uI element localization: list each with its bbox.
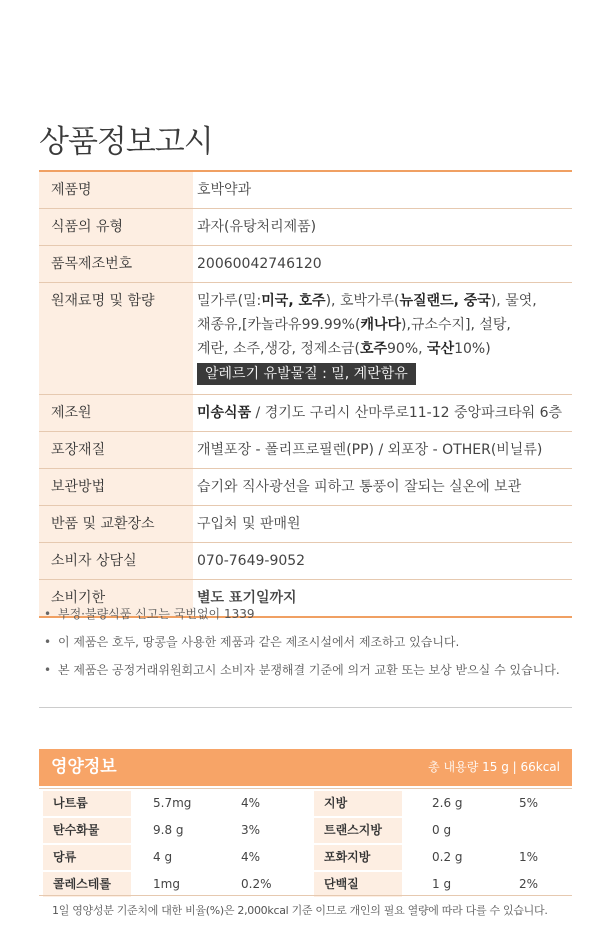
ingredient-origin: 국산 [427, 341, 455, 357]
row-label: 품목제조번호 [39, 246, 193, 283]
manufacturer-name: 미송식품 [197, 405, 252, 421]
product-info-table [39, 172, 572, 618]
nutrient-amount: 1 g [432, 877, 452, 891]
nutrient-name: 지방 [314, 791, 402, 816]
nutrient-row [43, 791, 301, 816]
row-value: 개별포장 - 폴리프로필렌(PP) / 외포장 - OTHER(비닐류) [193, 432, 572, 469]
ingredients-line [197, 337, 572, 361]
list-item: • 본 제품은 공정거래위원회고시 소비자 분쟁해결 기준에 의거 교환 또는 보상 받으실 수 있습니다. [44, 661, 574, 679]
list-item: • 부정·불량식품 신고는 국번없이 1339 [44, 605, 574, 623]
nutrient-row [43, 845, 301, 870]
notes-divider [39, 707, 572, 708]
nutrient-name: 단백질 [314, 872, 402, 897]
table-row [39, 469, 572, 506]
nutrient-amount: 1mg [153, 877, 180, 891]
nutrient-amount: 9.8 g [153, 823, 184, 837]
ingredients-value [193, 283, 572, 395]
nutrient-name: 포화지방 [314, 845, 402, 870]
nutrient-percent: 2% [519, 877, 539, 891]
allergy-badge: 알레르기 유발물질 : 밀, 계란함유 [197, 363, 416, 385]
nutrient-row [43, 818, 301, 843]
nutrient-percent: 4% [241, 850, 261, 864]
row-label: 식품의 유형 [39, 209, 193, 246]
table-row [39, 209, 572, 246]
table-row [39, 432, 572, 469]
nutrient-amount: 5.7mg [153, 796, 192, 810]
row-label: 포장재질 [39, 432, 193, 469]
ingredient-text: ), 물엿, [490, 293, 537, 309]
row-value: 과자(유탕처리제품) [193, 209, 572, 246]
nutrition-header [39, 749, 572, 786]
ingredient-text: ),규소수지], 설탕, [401, 317, 511, 333]
nutrition-divider [39, 895, 572, 896]
row-value: 호박약과 [193, 172, 572, 209]
row-value: 별도 표기일까지 [193, 580, 572, 618]
nutrient-percent: 4% [241, 796, 261, 810]
row-label: 원재료명 및 함량 [39, 283, 193, 395]
ingredient-origin: 캐나다 [360, 317, 402, 333]
table-row [39, 506, 572, 543]
ingredients-line [197, 313, 572, 337]
manufacturer-value [193, 395, 572, 432]
row-label: 제품명 [39, 172, 193, 209]
table-row [39, 172, 572, 209]
nutrient-name: 콜레스테롤 [43, 872, 131, 897]
page-title: 상품정보고시 [39, 124, 213, 160]
ingredient-origin: 뉴질랜드, 중국 [399, 293, 491, 309]
manufacturer-address: / 경기도 구리시 산마루로11-12 중앙파크타워 6층 [251, 405, 563, 421]
nutrient-name: 트랜스지방 [314, 818, 402, 843]
nutrient-row [43, 872, 301, 897]
ingredient-text: 계란, 소주,생강, 정제소금( [197, 341, 360, 357]
nutrient-amount: 2.6 g [432, 796, 463, 810]
ingredient-origin: 미국, 호주 [261, 293, 326, 309]
nutrition-divider [39, 788, 572, 789]
row-label: 제조원 [39, 395, 193, 432]
table-row [39, 395, 572, 432]
ingredient-text: 10%) [454, 341, 491, 357]
table-row [39, 283, 572, 395]
nutrition-title: 영양정보 [51, 757, 117, 777]
nutrition-column-right [314, 791, 572, 899]
ingredient-text: 밀가루(밀: [197, 293, 262, 309]
row-label: 보관방법 [39, 469, 193, 506]
ingredient-text: 채종유,[카놀라유99.99%( [197, 317, 361, 333]
nutrient-name: 나트륨 [43, 791, 131, 816]
nutrient-row [314, 845, 572, 870]
nutrient-name: 당류 [43, 845, 131, 870]
nutrient-name: 탄수화물 [43, 818, 131, 843]
nutrient-percent: 0.2% [241, 877, 272, 891]
nutrient-row [314, 818, 572, 843]
nutrient-amount: 0.2 g [432, 850, 463, 864]
nutrient-row [314, 872, 572, 897]
nutrition-total: 총 내용량 15 g | 66kcal [428, 760, 560, 774]
row-value: 습기와 직사광선을 피하고 통풍이 잘되는 실온에 보관 [193, 469, 572, 506]
table-row [39, 246, 572, 283]
row-value: 20060042746120 [193, 246, 572, 283]
ingredient-text: 90%, [387, 341, 428, 357]
nutrient-percent: 3% [241, 823, 261, 837]
row-label: 반품 및 교환장소 [39, 506, 193, 543]
ingredient-origin: 호주 [359, 341, 388, 357]
notice-list [44, 605, 574, 689]
nutrition-footnote: 1일 영양성분 기준치에 대한 비율(%)은 2,000kcal 기준 이므로 개인의 필요 열량에 따라 다를 수 있습니다. [52, 904, 548, 917]
ingredients-line [197, 289, 572, 313]
nutrition-column-left [43, 791, 301, 899]
nutrient-amount: 4 g [153, 850, 173, 864]
nutrient-percent: 1% [519, 850, 539, 864]
nutrient-percent: 5% [519, 796, 539, 810]
nutrient-amount: 0 g [432, 823, 452, 837]
ingredient-text: ), 호박가루( [325, 293, 400, 309]
row-label: 소비기한 [39, 580, 193, 618]
row-label: 소비자 상담실 [39, 543, 193, 580]
phone-value: 070-7649-9052 [193, 543, 572, 580]
nutrient-row [314, 791, 572, 816]
row-value: 구입처 및 판매원 [193, 506, 572, 543]
list-item: • 이 제품은 호두, 땅콩을 사용한 제품과 같은 제조시설에서 제조하고 있습니다. [44, 633, 574, 651]
table-row [39, 543, 572, 580]
